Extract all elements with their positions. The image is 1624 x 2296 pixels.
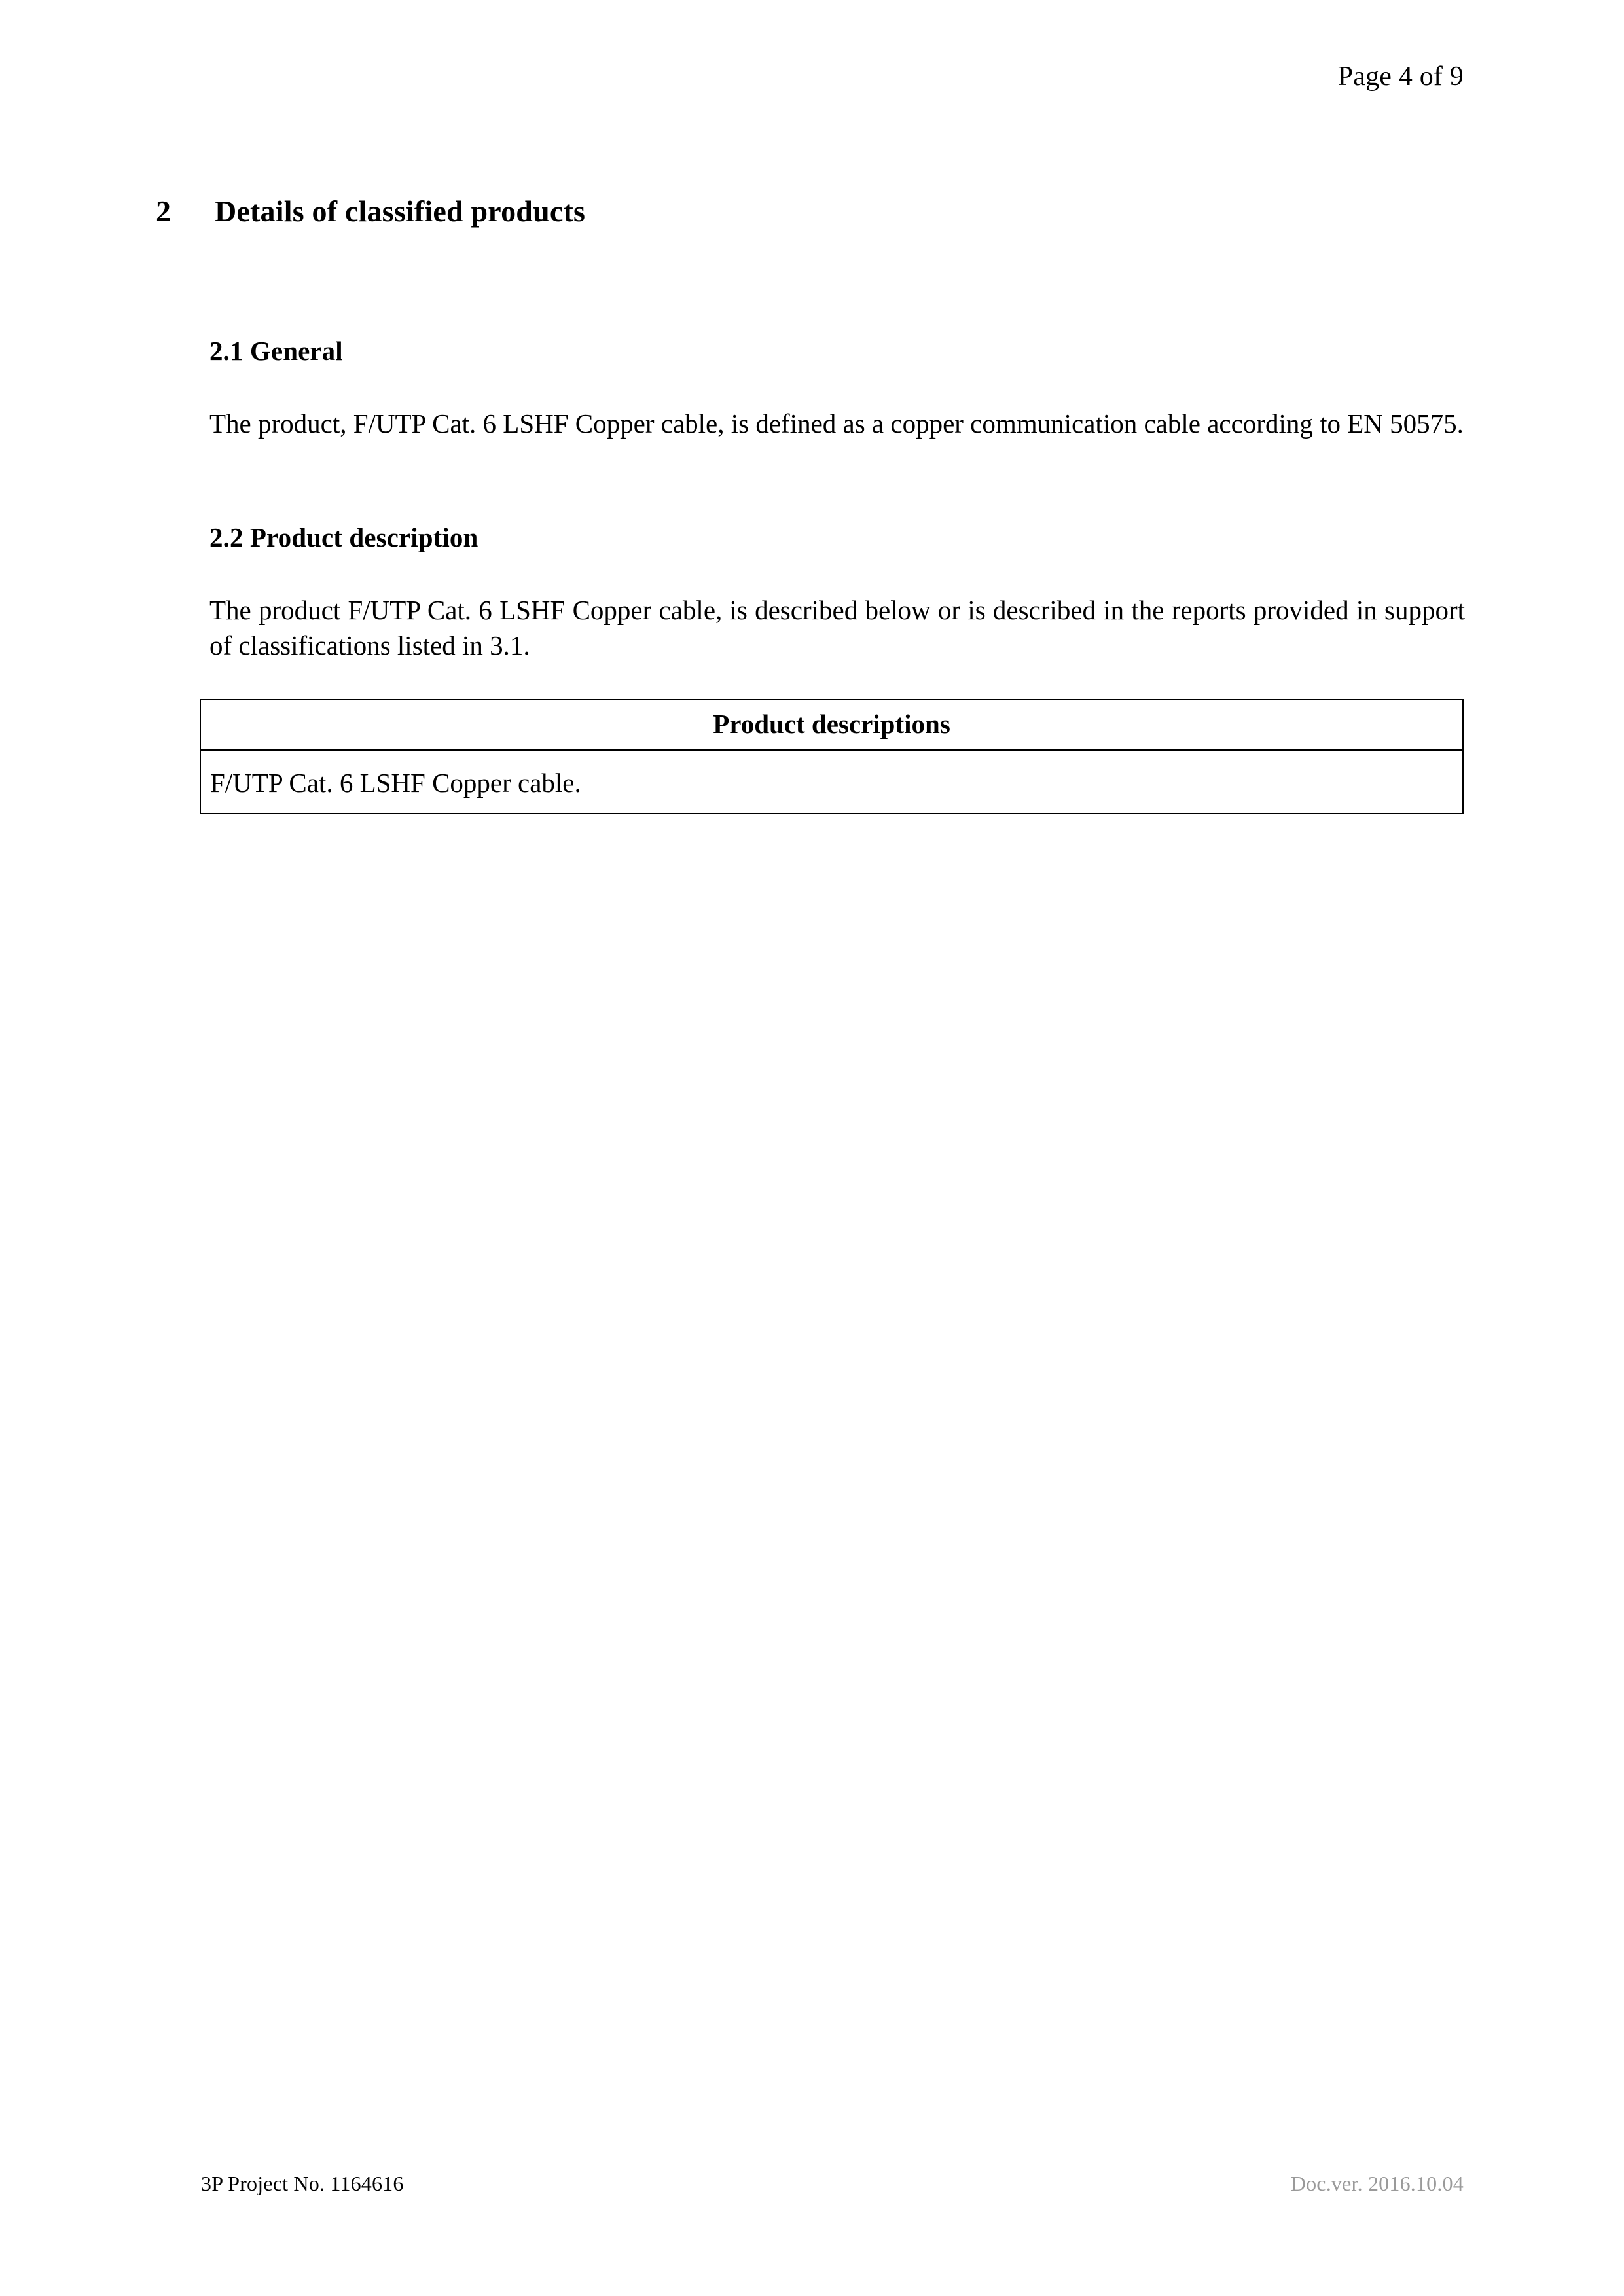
section-heading [156,194,585,228]
section-title: Details of classified products [215,194,586,228]
product-descriptions-table-wrapper [200,699,1464,814]
product-descriptions-table [200,699,1464,814]
subsection-paragraph-general: The product, F/UTP Cat. 6 LSHF Copper cable, is defined as a copper communication cable according to EN 50575. [209,408,1464,439]
subsection-heading-general: 2.1 General [209,336,343,366]
table-column-header-product-descriptions: Product descriptions [200,700,1463,750]
page-number-header: Page 4 of 9 [1337,62,1464,92]
section-number: 2 [156,194,171,228]
table-row [200,750,1463,814]
footer-document-version: Doc.ver. 2016.10.04 [1290,2172,1464,2195]
footer-project-number: 3P Project No. 1164616 [201,2172,404,2195]
table-cell-product-description: F/UTP Cat. 6 LSHF Copper cable. [200,750,1463,814]
subsection-heading-product-description: 2.2 Product description [209,522,478,552]
subsection-paragraph-product-description: The product F/UTP Cat. 6 LSHF Copper cable, is described below or is described in the reports provided in support of classifications listed in 3.1. [209,595,1465,661]
table-header-row [200,700,1463,750]
